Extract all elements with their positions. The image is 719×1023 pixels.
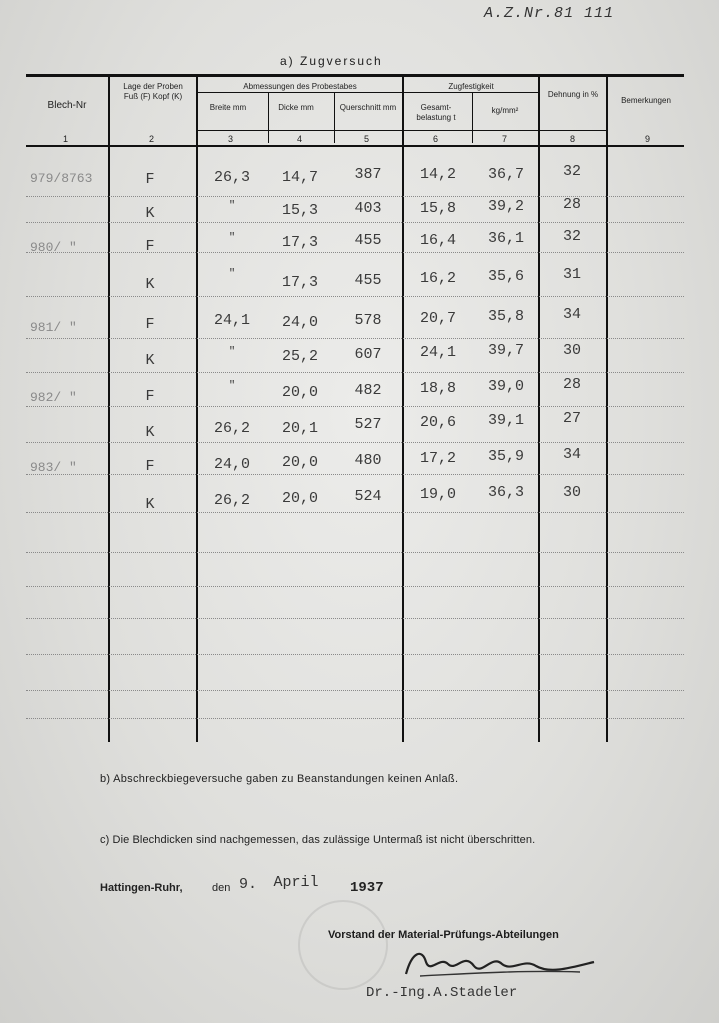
dicke-cell: 20,0 [281, 490, 318, 507]
dehnung-cell: 34 [562, 446, 581, 463]
dicke-cell: 20,0 [281, 454, 318, 471]
header-abmessungen: Abmessungen des Probestabes [243, 82, 357, 91]
col-divider-7 [538, 76, 540, 742]
row-guide [26, 252, 684, 253]
kgmm-cell: 36,3 [487, 484, 524, 501]
lage-cell: F [145, 238, 155, 255]
breite-cell: 26,2 [213, 420, 250, 437]
col-divider-4 [334, 93, 335, 143]
breite-cell: " [228, 268, 236, 280]
subheader-line-2 [404, 92, 538, 93]
dehnung-cell: 30 [562, 484, 581, 501]
column-number: 6 [433, 134, 439, 144]
column-number: 2 [149, 134, 155, 144]
col-divider-6 [472, 93, 473, 143]
header-dicke: Dicke mm [278, 103, 314, 112]
header-querschnitt: Querschnitt mm [339, 103, 397, 112]
gesamt-cell: 24,1 [419, 344, 456, 361]
kgmm-cell: 36,7 [487, 166, 524, 183]
dehnung-cell: 34 [562, 306, 581, 323]
dehnung-cell: 31 [562, 266, 581, 283]
querschnitt-cell: 527 [354, 416, 382, 433]
note-b: b) Abschreckbiegeversuche gaben zu Beanstandungen keinen Anlaß. [100, 773, 459, 785]
lage-cell: K [145, 496, 155, 513]
dicke-cell: 20,1 [281, 420, 318, 437]
header-bemerkungen: Bemerkungen [621, 96, 671, 105]
date-year: 1937 [350, 880, 384, 896]
querschnitt-cell: 403 [354, 200, 382, 217]
lage-cell: F [145, 458, 155, 475]
gesamt-cell: 19,0 [419, 486, 456, 503]
blech-nr-cell: 981/ " [30, 320, 77, 335]
kgmm-cell: 39,2 [487, 198, 524, 215]
kgmm-cell: 39,0 [487, 378, 524, 395]
dicke-cell: 17,3 [281, 234, 318, 251]
col-divider-3 [268, 93, 269, 143]
querschnitt-cell: 387 [354, 166, 382, 183]
dicke-cell: 15,3 [281, 202, 318, 219]
gesamt-cell: 18,8 [419, 380, 456, 397]
dicke-cell: 17,3 [281, 274, 318, 291]
header-breite: Breite mm [209, 103, 247, 112]
row-guide [26, 474, 684, 475]
lage-cell: F [145, 388, 155, 405]
signature-organisation: Vorstand der Material-Prüfungs-Abteilungen [328, 929, 559, 941]
row-guide [26, 222, 684, 223]
date-day: 9. [238, 876, 257, 893]
querschnitt-cell: 455 [354, 232, 382, 249]
querschnitt-cell: 480 [354, 452, 382, 469]
row-guide [26, 552, 684, 553]
column-number: 4 [297, 134, 303, 144]
row-guide [26, 296, 684, 297]
lage-cell: K [145, 424, 155, 441]
row-guide [26, 718, 684, 719]
col-divider-1 [108, 76, 110, 742]
section-a-title: a) Zugversuch [280, 54, 383, 68]
kgmm-cell: 39,7 [487, 342, 524, 359]
dehnung-cell: 30 [562, 342, 581, 359]
querschnitt-cell: 607 [354, 346, 382, 363]
header-blech-nr: Blech-Nr [47, 100, 87, 111]
kgmm-cell: 39,1 [487, 412, 524, 429]
gesamt-cell: 16,4 [419, 232, 456, 249]
col-divider-8 [606, 76, 608, 742]
blech-nr-cell: 982/ " [30, 390, 77, 405]
dicke-cell: 20,0 [281, 384, 318, 401]
note-c: c) Die Blechdicken sind nachgemessen, das zulässige Untermaß ist nicht überschritten. [100, 834, 536, 846]
dicke-cell: 24,0 [281, 314, 318, 331]
breite-cell: 26,3 [213, 169, 250, 186]
lage-cell: K [145, 276, 155, 293]
kgmm-cell: 35,9 [487, 448, 524, 465]
dehnung-cell: 28 [562, 376, 581, 393]
handwritten-signature [400, 944, 600, 984]
querschnitt-cell: 482 [354, 382, 382, 399]
breite-cell: " [228, 380, 236, 392]
header-kgmm: kg/mm² [491, 106, 519, 115]
dicke-cell: 25,2 [281, 348, 318, 365]
kgmm-cell: 35,6 [487, 268, 524, 285]
column-number: 5 [364, 134, 370, 144]
breite-cell: " [228, 200, 236, 212]
breite-cell: 26,2 [213, 492, 250, 509]
breite-cell: " [228, 346, 236, 358]
city: Hattingen-Ruhr, [100, 882, 183, 894]
column-number: 1 [63, 134, 69, 144]
gesamt-cell: 14,2 [419, 166, 456, 183]
querschnitt-cell: 455 [354, 272, 382, 289]
subheader-line [196, 92, 402, 93]
breite-cell: " [228, 232, 236, 244]
column-number: 8 [570, 134, 576, 144]
kgmm-cell: 36,1 [487, 230, 524, 247]
row-guide [26, 586, 684, 587]
header-bottom-border [26, 145, 684, 147]
querschnitt-cell: 578 [354, 312, 382, 329]
blech-nr-cell: 983/ " [30, 460, 77, 475]
gesamt-cell: 15,8 [419, 200, 456, 217]
dehnung-cell: 32 [562, 163, 581, 180]
row-guide [26, 512, 684, 513]
breite-cell: 24,1 [213, 312, 250, 329]
column-number: 9 [645, 134, 651, 144]
lage-cell: F [145, 171, 155, 188]
column-number: 7 [502, 134, 508, 144]
row-guide [26, 654, 684, 655]
col-divider-5 [402, 76, 404, 742]
row-guide [26, 406, 684, 407]
dehnung-cell: 32 [562, 228, 581, 245]
dehnung-cell: 28 [562, 196, 581, 213]
gesamt-cell: 20,6 [419, 414, 456, 431]
row-guide [26, 338, 684, 339]
col-divider-2 [196, 76, 198, 742]
row-guide [26, 618, 684, 619]
row-guide [26, 372, 684, 373]
column-number: 3 [228, 134, 234, 144]
gesamt-cell: 20,7 [419, 310, 456, 327]
breite-cell: 24,0 [213, 456, 250, 473]
lage-cell: K [145, 205, 155, 222]
dehnung-cell: 27 [562, 410, 581, 427]
date-den: den [212, 882, 231, 894]
table-top-border [26, 74, 684, 77]
dicke-cell: 14,7 [281, 169, 318, 186]
lage-cell: F [145, 316, 155, 333]
row-guide [26, 442, 684, 443]
header-dehnung: Dehnung in % [547, 90, 599, 99]
date-month: April [273, 874, 319, 891]
signatory-name: Dr.-Ing.A.Stadeler [366, 985, 518, 1001]
gesamt-cell: 17,2 [419, 450, 456, 467]
lage-cell: K [145, 352, 155, 369]
kgmm-cell: 35,8 [487, 308, 524, 325]
header-lage: Lage der Proben Fuß (F) Kopf (K) [123, 82, 183, 101]
gesamt-cell: 16,2 [419, 270, 456, 287]
blech-nr-cell: 979/8763 [30, 171, 93, 186]
row-guide [26, 690, 684, 691]
blech-nr-cell: 980/ " [30, 240, 77, 255]
stamp-seal [298, 900, 388, 990]
header-zugfestigkeit: Zugfestigkeit [448, 82, 494, 91]
reference-number: A.Z.Nr.81 111 [484, 5, 615, 22]
querschnitt-cell: 524 [354, 488, 382, 505]
header-gesamtbelastung: Gesamt-belastung t [416, 103, 456, 122]
